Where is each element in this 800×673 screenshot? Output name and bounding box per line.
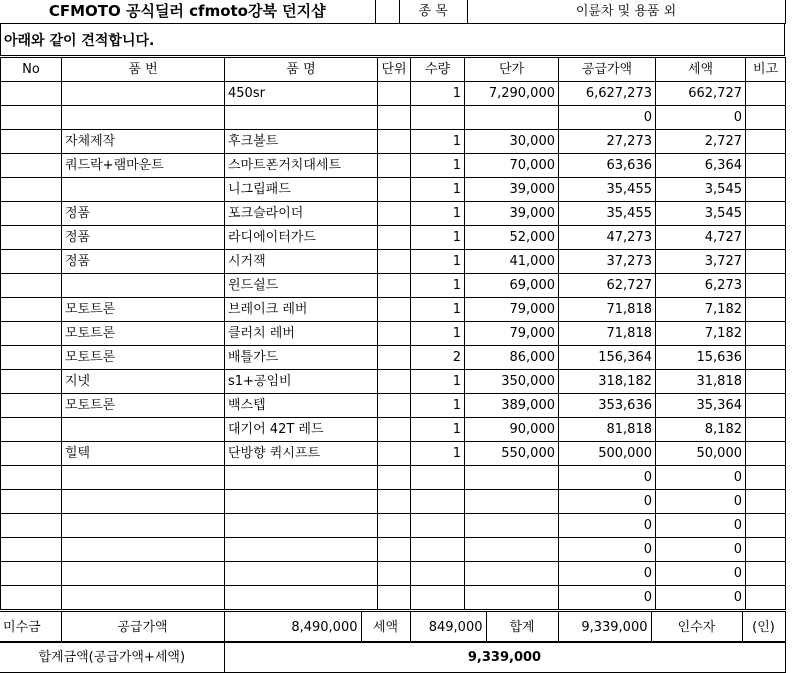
seal-label: (인) <box>742 612 785 643</box>
row-part-no <box>62 418 225 442</box>
row-note <box>746 322 786 346</box>
row-supply: 35,455 <box>559 178 656 202</box>
table-row <box>1 586 786 610</box>
row-price <box>465 106 559 130</box>
row-part-no <box>62 586 225 610</box>
category-value: 이륜차 및 용품 외 <box>467 0 785 24</box>
row-unit <box>378 274 411 298</box>
row-price: 389,000 <box>465 394 559 418</box>
table-row <box>1 418 786 442</box>
table-row <box>1 106 786 130</box>
col-tax: 세액 <box>656 58 746 82</box>
col-no: No <box>1 58 62 82</box>
row-part-no <box>62 562 225 586</box>
row-tax: 662,727 <box>656 82 746 106</box>
row-qty <box>411 106 465 130</box>
row-name: 백스텝 <box>225 394 378 418</box>
row-tax: 3,545 <box>656 178 746 202</box>
table-row <box>1 250 786 274</box>
row-tax: 2,727 <box>656 130 746 154</box>
row-qty <box>411 586 465 610</box>
quote-notice: 아래와 같이 견적합니다. <box>1 23 785 56</box>
row-no <box>1 154 62 178</box>
table-row <box>1 202 786 226</box>
row-tax: 6,273 <box>656 274 746 298</box>
row-name: 브레이크 레버 <box>225 298 378 322</box>
row-note <box>746 466 786 490</box>
row-qty: 1 <box>411 370 465 394</box>
table-row <box>1 154 786 178</box>
row-tax: 15,636 <box>656 346 746 370</box>
row-no <box>1 538 62 562</box>
row-no <box>1 418 62 442</box>
row-supply: 318,182 <box>559 370 656 394</box>
row-unit <box>378 538 411 562</box>
items-table <box>0 57 786 610</box>
row-price: 550,000 <box>465 442 559 466</box>
row-no <box>1 442 62 466</box>
row-unit <box>378 586 411 610</box>
col-unit: 단위 <box>378 58 411 82</box>
row-qty: 1 <box>411 82 465 106</box>
row-qty: 1 <box>411 418 465 442</box>
row-unit <box>378 82 411 106</box>
notice-row <box>0 23 785 56</box>
table-row <box>1 490 786 514</box>
row-qty <box>411 538 465 562</box>
sum-label: 합계 <box>486 612 558 643</box>
row-supply: 0 <box>559 490 656 514</box>
table-row <box>1 514 786 538</box>
row-supply: 27,273 <box>559 130 656 154</box>
row-name <box>225 490 378 514</box>
row-price <box>465 562 559 586</box>
row-part-no: 정품 <box>62 226 225 250</box>
row-price: 69,000 <box>465 274 559 298</box>
row-note <box>746 562 786 586</box>
row-supply: 500,000 <box>559 442 656 466</box>
row-price: 7,290,000 <box>465 82 559 106</box>
row-supply: 0 <box>559 562 656 586</box>
row-note <box>746 82 786 106</box>
row-name: 클러치 레버 <box>225 322 378 346</box>
tax-total: 849,000 <box>410 612 486 643</box>
row-no <box>1 562 62 586</box>
row-no <box>1 226 62 250</box>
row-unit <box>378 250 411 274</box>
row-name <box>225 586 378 610</box>
supply-label: 공급가액 <box>61 612 224 643</box>
grand-total-value: 9,339,000 <box>224 642 785 673</box>
table-row <box>1 466 786 490</box>
row-qty: 2 <box>411 346 465 370</box>
row-tax: 0 <box>656 514 746 538</box>
row-name <box>225 538 378 562</box>
row-no <box>1 514 62 538</box>
row-unit <box>378 466 411 490</box>
col-price: 단가 <box>465 58 559 82</box>
row-qty: 1 <box>411 250 465 274</box>
row-name <box>225 106 378 130</box>
row-part-no <box>62 538 225 562</box>
row-supply: 37,273 <box>559 250 656 274</box>
row-name: 라디에이터가드 <box>225 226 378 250</box>
row-note <box>746 346 786 370</box>
row-no <box>1 274 62 298</box>
row-name: 포크슬라이더 <box>225 202 378 226</box>
row-unit <box>378 226 411 250</box>
row-qty: 1 <box>411 274 465 298</box>
row-price: 41,000 <box>465 250 559 274</box>
row-supply: 35,455 <box>559 202 656 226</box>
row-qty: 1 <box>411 442 465 466</box>
table-header-row <box>1 58 786 82</box>
row-tax: 0 <box>656 490 746 514</box>
row-tax: 3,727 <box>656 250 746 274</box>
row-tax: 50,000 <box>656 442 746 466</box>
row-supply: 353,636 <box>559 394 656 418</box>
row-supply: 81,818 <box>559 418 656 442</box>
row-unit <box>378 394 411 418</box>
row-price: 79,000 <box>465 298 559 322</box>
row-note <box>746 274 786 298</box>
row-supply: 0 <box>559 466 656 490</box>
row-name: 배틀가드 <box>225 346 378 370</box>
row-qty: 1 <box>411 298 465 322</box>
row-price <box>465 586 559 610</box>
row-name: 후크볼트 <box>225 130 378 154</box>
row-unit <box>378 442 411 466</box>
row-part-no: 모토트론 <box>62 322 225 346</box>
row-unit <box>378 370 411 394</box>
col-part-no: 품 번 <box>62 58 225 82</box>
row-note <box>746 586 786 610</box>
grand-total-label: 합계금액(공급가액+세액) <box>0 642 224 673</box>
row-price: 39,000 <box>465 178 559 202</box>
row-supply: 0 <box>559 586 656 610</box>
row-unit <box>378 106 411 130</box>
row-no <box>1 394 62 418</box>
row-part-no: 모토트론 <box>62 394 225 418</box>
row-part-no: 정품 <box>62 250 225 274</box>
row-price: 350,000 <box>465 370 559 394</box>
row-note <box>746 298 786 322</box>
row-supply: 62,727 <box>559 274 656 298</box>
row-no <box>1 250 62 274</box>
row-name: 시거잭 <box>225 250 378 274</box>
row-no <box>1 586 62 610</box>
row-note <box>746 250 786 274</box>
row-no <box>1 298 62 322</box>
table-row <box>1 178 786 202</box>
col-supply: 공급가액 <box>559 58 656 82</box>
row-price: 39,000 <box>465 202 559 226</box>
row-note <box>746 106 786 130</box>
row-no <box>1 178 62 202</box>
row-unit <box>378 346 411 370</box>
row-tax: 7,182 <box>656 298 746 322</box>
table-row <box>1 394 786 418</box>
row-part-no: 정품 <box>62 202 225 226</box>
row-note <box>746 370 786 394</box>
row-price: 90,000 <box>465 418 559 442</box>
row-qty <box>411 562 465 586</box>
row-tax: 35,364 <box>656 394 746 418</box>
row-part-no <box>62 274 225 298</box>
row-note <box>746 226 786 250</box>
row-tax: 0 <box>656 586 746 610</box>
dealer-title: CFMOTO 공식딜러 cfmoto강북 던지샵 <box>0 0 375 24</box>
row-tax: 7,182 <box>656 322 746 346</box>
row-part-no <box>62 490 225 514</box>
row-tax: 0 <box>656 538 746 562</box>
table-row <box>1 226 786 250</box>
row-note <box>746 418 786 442</box>
table-row <box>1 82 786 106</box>
row-supply: 6,627,273 <box>559 82 656 106</box>
table-row <box>1 322 786 346</box>
row-supply: 0 <box>559 538 656 562</box>
row-qty: 1 <box>411 178 465 202</box>
row-no <box>1 346 62 370</box>
row-note <box>746 538 786 562</box>
row-price <box>465 538 559 562</box>
row-part-no: 모토트론 <box>62 298 225 322</box>
row-unit <box>378 178 411 202</box>
row-unit <box>378 298 411 322</box>
row-price: 70,000 <box>465 154 559 178</box>
table-row <box>1 274 786 298</box>
row-note <box>746 202 786 226</box>
row-tax: 3,545 <box>656 202 746 226</box>
row-tax: 0 <box>656 562 746 586</box>
row-supply: 0 <box>559 106 656 130</box>
row-no <box>1 322 62 346</box>
row-supply: 156,364 <box>559 346 656 370</box>
row-qty: 1 <box>411 226 465 250</box>
row-note <box>746 178 786 202</box>
items-body <box>1 82 786 610</box>
row-no <box>1 130 62 154</box>
row-note <box>746 514 786 538</box>
row-price <box>465 466 559 490</box>
row-qty <box>411 490 465 514</box>
col-note: 비고 <box>746 58 786 82</box>
row-no <box>1 106 62 130</box>
table-row <box>1 442 786 466</box>
row-no <box>1 466 62 490</box>
sum-total: 9,339,000 <box>558 612 651 643</box>
row-part-no: 힐텍 <box>62 442 225 466</box>
row-price <box>465 514 559 538</box>
row-part-no <box>62 514 225 538</box>
row-name: 윈드쉴드 <box>225 274 378 298</box>
row-unit <box>378 154 411 178</box>
grand-total-row <box>0 642 785 673</box>
table-row <box>1 346 786 370</box>
row-part-no <box>62 178 225 202</box>
row-part-no <box>62 82 225 106</box>
row-tax: 6,364 <box>656 154 746 178</box>
row-part-no <box>62 106 225 130</box>
row-unit <box>378 130 411 154</box>
summary-table <box>0 611 786 643</box>
row-no <box>1 82 62 106</box>
unpaid-label: 미수금 <box>0 612 61 643</box>
row-unit <box>378 562 411 586</box>
row-no <box>1 490 62 514</box>
row-price: 30,000 <box>465 130 559 154</box>
row-price <box>465 490 559 514</box>
row-tax: 0 <box>656 466 746 490</box>
row-name: 450sr <box>225 82 378 106</box>
row-name: 대기어 42T 레드 <box>225 418 378 442</box>
row-qty: 1 <box>411 202 465 226</box>
grand-total-table <box>0 641 786 673</box>
row-note <box>746 490 786 514</box>
row-qty: 1 <box>411 130 465 154</box>
row-name: 니그립패드 <box>225 178 378 202</box>
table-row <box>1 130 786 154</box>
summary-row <box>0 612 785 643</box>
row-unit <box>378 490 411 514</box>
quote-header <box>0 0 800 24</box>
row-note <box>746 394 786 418</box>
row-note <box>746 130 786 154</box>
table-row <box>1 298 786 322</box>
row-price: 79,000 <box>465 322 559 346</box>
row-supply: 63,636 <box>559 154 656 178</box>
row-price: 86,000 <box>465 346 559 370</box>
row-qty <box>411 514 465 538</box>
category-label: 종 목 <box>399 0 467 24</box>
tax-label: 세액 <box>361 612 410 643</box>
row-price: 52,000 <box>465 226 559 250</box>
row-part-no: 자체제작 <box>62 130 225 154</box>
row-unit <box>378 322 411 346</box>
row-qty <box>411 466 465 490</box>
row-unit <box>378 418 411 442</box>
row-unit <box>378 514 411 538</box>
row-part-no <box>62 466 225 490</box>
row-no <box>1 370 62 394</box>
row-qty: 1 <box>411 154 465 178</box>
row-supply: 47,273 <box>559 226 656 250</box>
row-note <box>746 154 786 178</box>
table-row <box>1 562 786 586</box>
row-unit <box>378 202 411 226</box>
row-qty: 1 <box>411 322 465 346</box>
col-qty: 수량 <box>411 58 465 82</box>
row-name <box>225 466 378 490</box>
row-note <box>746 442 786 466</box>
row-tax: 31,818 <box>656 370 746 394</box>
row-part-no: 모토트론 <box>62 346 225 370</box>
col-name: 품 명 <box>225 58 378 82</box>
table-row <box>1 538 786 562</box>
row-name <box>225 562 378 586</box>
receiver-label: 인수자 <box>651 612 742 643</box>
row-tax: 8,182 <box>656 418 746 442</box>
row-name: s1+공임비 <box>225 370 378 394</box>
supply-total: 8,490,000 <box>224 612 361 643</box>
row-qty: 1 <box>411 394 465 418</box>
row-supply: 71,818 <box>559 298 656 322</box>
row-name: 스마트폰거치대세트 <box>225 154 378 178</box>
table-row <box>1 370 786 394</box>
row-tax: 0 <box>656 106 746 130</box>
row-tax: 4,727 <box>656 226 746 250</box>
row-name <box>225 514 378 538</box>
row-supply: 0 <box>559 514 656 538</box>
row-part-no: 쿼드락+램마운트 <box>62 154 225 178</box>
row-no <box>1 202 62 226</box>
row-part-no: 지넷 <box>62 370 225 394</box>
row-supply: 71,818 <box>559 322 656 346</box>
row-name: 단방향 퀵시프트 <box>225 442 378 466</box>
